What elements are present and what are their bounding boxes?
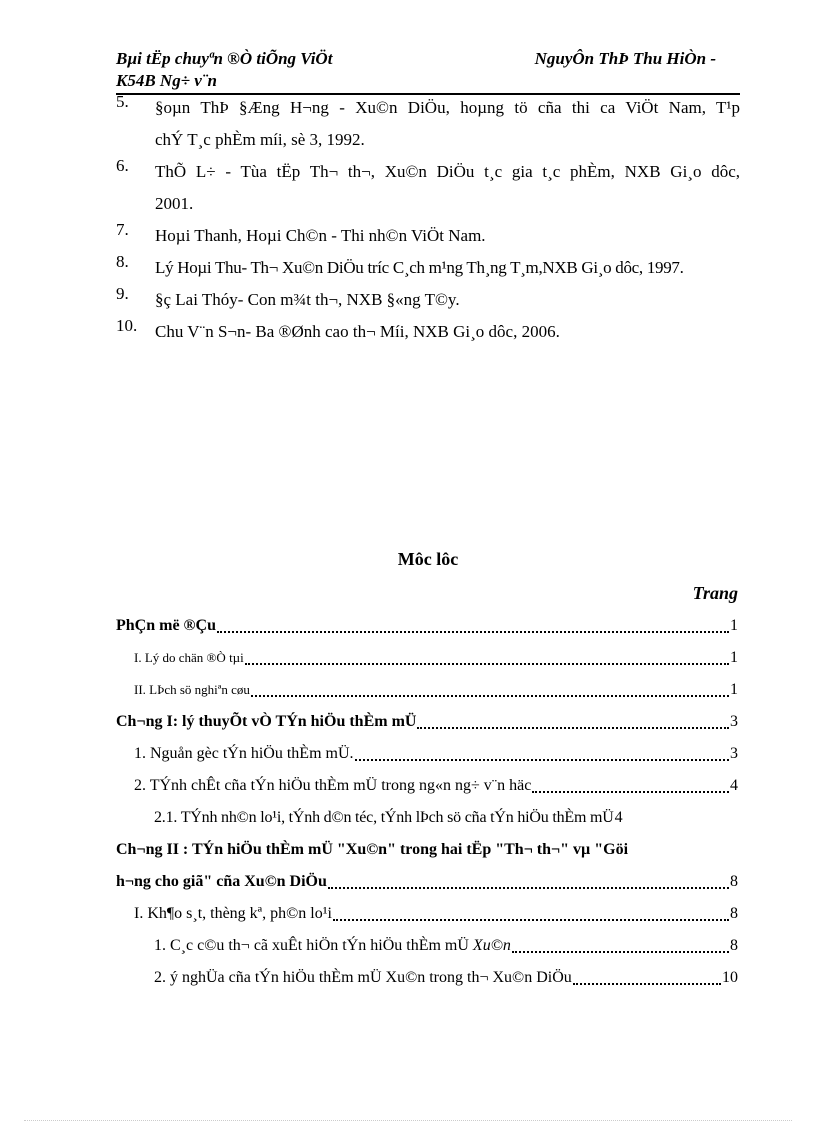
- toc-page-column-label: Trang: [692, 583, 738, 603]
- toc-entry-first-line[interactable]: [116, 834, 738, 866]
- toc-page-number: 3: [730, 745, 738, 762]
- toc-leader: [355, 759, 729, 761]
- reference-text: ThÕ L÷ - Tùa tËp Th¬ th¬, Xu©n DiÖu t¸c gia t¸c phÈm, NXB Gi¸o dôc,: [155, 162, 740, 181]
- toc-entry[interactable]: [116, 866, 738, 898]
- toc-entry[interactable]: [116, 738, 738, 770]
- toc-entry[interactable]: [116, 770, 738, 802]
- toc-page-number: 3: [730, 713, 738, 730]
- toc-entry-label: 2. TÝnh chÊt cña tÝn hiÖu thÈm mÜ trong ng«n ng÷ v¨n häc: [134, 777, 532, 794]
- toc-entry[interactable]: [116, 674, 738, 706]
- reference-item: [116, 316, 740, 348]
- toc-entry-label: II. LÞch sö nghiªn cøu: [134, 682, 250, 697]
- toc-page-number: 10: [722, 969, 738, 986]
- reference-text: Hoµi Thanh, Hoµi Ch©n - Thi nh©n ViÖt Nam.: [155, 226, 486, 245]
- toc-entry[interactable]: [116, 962, 738, 994]
- toc-leader: [333, 919, 729, 921]
- reference-text: §ç Lai Thóy- Con m¾t th¬, NXB §«ng T©y.: [155, 290, 460, 309]
- reference-item: [116, 92, 740, 156]
- toc-leader: [217, 631, 729, 633]
- reference-text: 2001.: [155, 194, 194, 213]
- toc-title: Môc lôc: [397, 549, 459, 569]
- toc-entry[interactable]: [116, 642, 738, 674]
- toc-entry-label: 2. ý nghÜa cña tÝn hiÖu thÈm mÜ Xu©n trong th¬ Xu©n DiÖu: [154, 969, 572, 986]
- toc-page-number: 4: [730, 777, 738, 794]
- toc-page-number: 1: [730, 617, 738, 634]
- toc-entry-label-italic: Xu©n: [472, 937, 511, 954]
- toc-entry-label: Ch¬ng I: lý thuyÕt vÒ TÝn hiÖu thÈm mÜ: [116, 713, 417, 730]
- toc-page-number: 8: [730, 905, 738, 922]
- toc-entry-label: I. Lý do chän ®Ò tµi: [134, 650, 244, 665]
- toc-entry-label: 1. Nguån gèc tÝn hiÖu thÈm mÜ.: [134, 745, 354, 762]
- reference-number: 9.: [116, 284, 129, 303]
- toc-entry[interactable]: [116, 706, 738, 738]
- reference-item: [116, 284, 740, 316]
- toc-page-number: 1: [730, 681, 738, 698]
- toc-page-number: 4: [614, 809, 623, 826]
- toc-entry-label: PhÇn më ®Çu: [116, 617, 216, 634]
- toc-entry-label: 2.1. TÝnh nh©n lo¹i, tÝnh d©n téc, tÝnh lÞch sö cña tÝn hiÖu thÈm mÜ: [154, 809, 614, 826]
- reference-number: 8.: [116, 252, 129, 271]
- toc-entry[interactable]: [116, 898, 738, 930]
- reference-text: §oµn ThÞ §Æng H¬ng - Xu©n DiÖu, hoµng tö cña thi ca ViÖt Nam, T¹p: [155, 98, 740, 117]
- reference-text: chÝ T¸c phÈm míi, sè 3, 1992.: [155, 130, 365, 149]
- header-author: NguyÔn ThÞ Thu HiÒn -: [534, 49, 716, 68]
- toc-entry-label: [154, 930, 511, 962]
- reference-item: [116, 220, 740, 252]
- reference-item: [116, 156, 740, 220]
- header-class: K54B Ng÷ v¨n: [116, 71, 217, 90]
- toc-leader: [328, 887, 729, 889]
- toc-leader: [245, 663, 729, 665]
- toc-leader: [512, 951, 729, 953]
- toc-leader: [417, 727, 729, 729]
- table-of-contents: [116, 610, 738, 994]
- footer-divider: [24, 1120, 792, 1121]
- reference-item: [116, 252, 740, 284]
- header-course-title: Bµi tËp chuyªn ®Ò tiÕng ViÖt: [116, 49, 333, 68]
- reference-number: 7.: [116, 220, 129, 239]
- toc-leader: [251, 695, 729, 697]
- toc-entry-label-text: 1. C¸c c©u th¬ cã xuÊt hiÖn tÝn hiÖu thÈm mÜ: [154, 937, 473, 954]
- toc-entry[interactable]: [116, 610, 738, 642]
- reference-text: Lý Hoµi Thu- Th¬ Xu©n DiÖu tríc C¸ch m¹ng Th¸ng T¸m,NXB Gi¸o dôc, 1997.: [155, 258, 684, 277]
- toc-entry-label: Ch¬ng II : TÝn hiÖu thÈm mÜ "Xu©n" trong hai tËp "Th¬ th¬" vµ "Göi: [116, 841, 629, 858]
- reference-list: [116, 92, 740, 348]
- reference-text: Chu V¨n S¬n- Ba ®Ønh cao th¬ Míi, NXB Gi¸o dôc, 2006.: [155, 322, 560, 341]
- toc-page-number: 8: [730, 937, 738, 954]
- toc-entry[interactable]: [116, 802, 738, 834]
- toc-page-number: 8: [730, 873, 738, 890]
- toc-entry[interactable]: [116, 930, 738, 962]
- toc-entry-label: I. Kh¶o s¸t, thèng kª, ph©n lo¹i: [134, 905, 332, 922]
- reference-number: 6.: [116, 156, 129, 175]
- toc-page-number: 1: [730, 649, 738, 666]
- toc-leader: [573, 983, 721, 985]
- toc-entry-label: h¬ng cho giã" cña Xu©n DiÖu: [116, 873, 327, 890]
- reference-number: 5.: [116, 92, 129, 111]
- reference-number: 10.: [116, 316, 138, 335]
- toc-leader: [532, 791, 729, 793]
- page-header: [116, 48, 740, 95]
